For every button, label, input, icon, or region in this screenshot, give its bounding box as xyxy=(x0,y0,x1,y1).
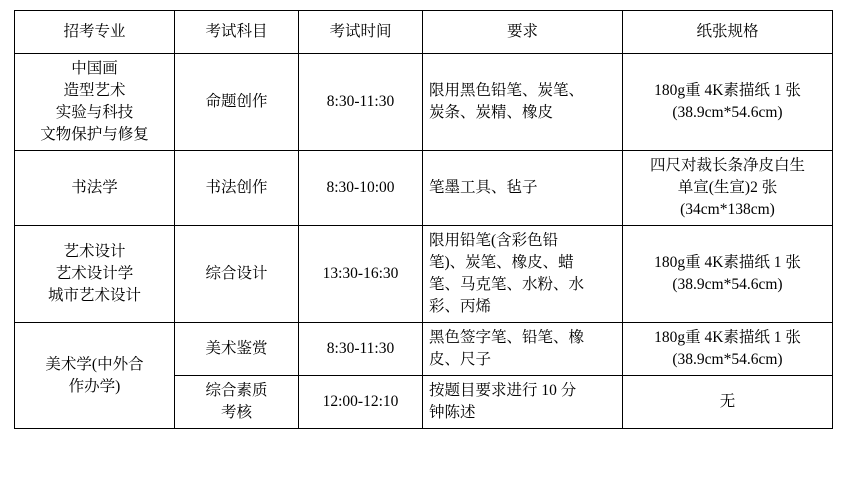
cell-requirement xyxy=(423,54,623,151)
cell-requirement xyxy=(423,323,623,376)
cell-requirement xyxy=(423,151,623,226)
table-header xyxy=(15,11,833,54)
cell-major xyxy=(15,323,175,429)
major-line: 中国画 xyxy=(71,60,118,77)
requirement-line: 笔墨工具、毡子 xyxy=(429,179,538,196)
table-body xyxy=(15,54,833,429)
table-row xyxy=(15,151,833,226)
paper-line: (34cm*138cm) xyxy=(680,201,775,218)
cell-time: 8:30-10:00 xyxy=(299,151,423,226)
cell-paper xyxy=(623,226,833,323)
cell-time: 12:00-12:10 xyxy=(299,376,423,429)
paper-line: (38.9cm*54.6cm) xyxy=(672,276,783,293)
paper-line: 180g重 4K素描纸 1 张 xyxy=(654,329,801,346)
paper-line: 四尺对裁长条净皮白生 xyxy=(649,157,805,174)
requirement-line: 黑色签字笔、铅笔、橡 xyxy=(429,329,585,346)
cell-requirement xyxy=(423,226,623,323)
cell-subject: 综合设计 xyxy=(175,226,299,323)
table-row xyxy=(15,54,833,151)
cell-major xyxy=(15,151,175,226)
table-row xyxy=(15,323,833,376)
major-line: 文物保护与修复 xyxy=(40,126,149,143)
requirement-line: 笔、马克笔、水粉、水 xyxy=(429,276,585,293)
cell-time: 8:30-11:30 xyxy=(299,54,423,151)
requirement-line: 限用铅笔(含彩色铅 xyxy=(429,232,559,249)
requirement-line: 按题目要求进行 10 分 xyxy=(429,382,577,399)
major-line: 美术学(中外合 xyxy=(45,355,144,373)
cell-time: 8:30-11:30 xyxy=(299,323,423,376)
subject-line: 综合素质 xyxy=(205,382,268,399)
major-line: 实验与科技 xyxy=(55,104,134,121)
cell-paper xyxy=(623,151,833,226)
cell-major xyxy=(15,54,175,151)
column-header-paper: 纸张规格 xyxy=(623,11,833,54)
requirement-line: 皮、尺子 xyxy=(429,351,492,368)
column-header-time: 考试时间 xyxy=(299,11,423,54)
column-header-major: 招考专业 xyxy=(15,11,175,54)
subject-line: 考核 xyxy=(220,404,252,421)
cell-subject: 书法创作 xyxy=(175,151,299,226)
paper-line: (38.9cm*54.6cm) xyxy=(672,351,783,368)
major-line: 艺术设计 xyxy=(63,243,126,260)
major-line: 作办学) xyxy=(68,377,121,395)
table-header-row xyxy=(15,11,833,54)
requirement-line: 钟陈述 xyxy=(429,404,476,421)
paper-line: 180g重 4K素描纸 1 张 xyxy=(654,254,801,271)
column-header-requirement: 要求 xyxy=(423,11,623,54)
requirement-line: 限用黑色铅笔、炭笔、 xyxy=(429,82,585,99)
major-line: 城市艺术设计 xyxy=(47,287,141,304)
major-line: 书法学 xyxy=(71,179,118,196)
cell-paper: 无 xyxy=(623,376,833,429)
cell-requirement xyxy=(423,376,623,429)
cell-subject xyxy=(175,376,299,429)
exam-schedule-table xyxy=(14,10,833,429)
table-row xyxy=(15,226,833,323)
requirement-line: 彩、丙烯 xyxy=(429,298,492,315)
cell-subject: 命题创作 xyxy=(175,54,299,151)
paper-line: (38.9cm*54.6cm) xyxy=(672,104,783,121)
cell-major xyxy=(15,226,175,323)
column-header-subject: 考试科目 xyxy=(175,11,299,54)
cell-paper xyxy=(623,323,833,376)
cell-paper xyxy=(623,54,833,151)
requirement-line: 笔)、炭笔、橡皮、蜡 xyxy=(429,254,574,271)
cell-subject: 美术鉴赏 xyxy=(175,323,299,376)
major-line: 造型艺术 xyxy=(63,82,126,99)
cell-time: 13:30-16:30 xyxy=(299,226,423,323)
requirement-line: 炭条、炭精、橡皮 xyxy=(429,104,554,121)
paper-line: 180g重 4K素描纸 1 张 xyxy=(654,82,801,99)
major-line: 艺术设计学 xyxy=(55,265,134,282)
paper-line: 单宣(生宣)2 张 xyxy=(677,179,778,196)
